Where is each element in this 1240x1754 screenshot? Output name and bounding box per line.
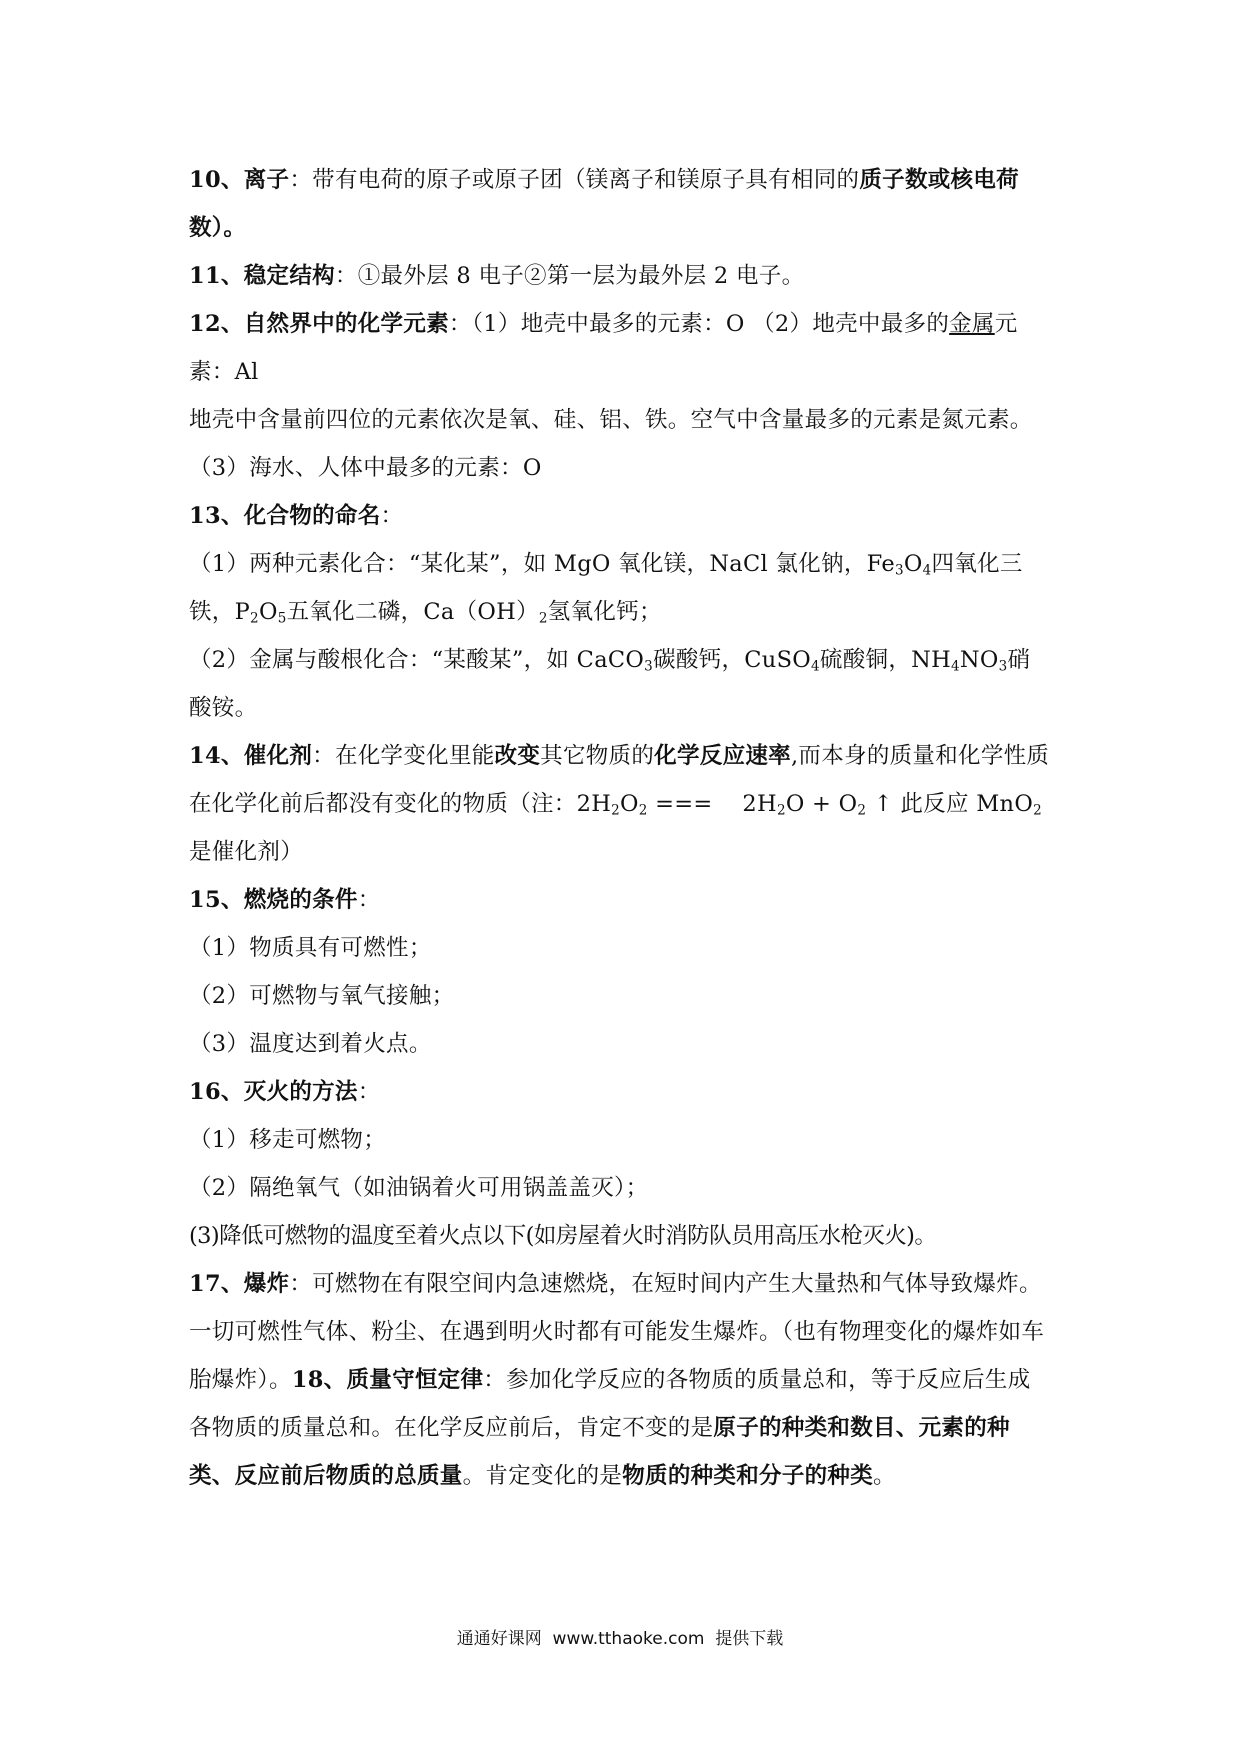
subscript: 3 bbox=[644, 658, 654, 675]
list-item: （1）移走可燃物； bbox=[189, 1127, 387, 1153]
subscript: 2 bbox=[638, 802, 648, 819]
section-number: 16、 bbox=[189, 1079, 244, 1105]
section-term: 灭火的方法 bbox=[243, 1079, 358, 1105]
section-bold-text: 原子的种类和数目、元素的种类、反应前后物质的总质量 bbox=[189, 1415, 1010, 1489]
section-number: 11、 bbox=[189, 263, 244, 289]
list-item: （2）可燃物与氧气接触； bbox=[189, 983, 455, 1009]
item-text: 四氧化三铁，P bbox=[189, 551, 1023, 625]
section-text: 其它物质的 bbox=[540, 743, 655, 769]
section-number: 18、 bbox=[291, 1367, 347, 1393]
subscript: 3 bbox=[894, 562, 904, 579]
section-number: 10、 bbox=[189, 167, 244, 193]
subscript: 4 bbox=[951, 658, 960, 675]
section-13-item-1 bbox=[189, 540, 1051, 636]
section-term: 燃烧的条件 bbox=[243, 887, 358, 913]
item-text: 硫酸铜，NH bbox=[819, 647, 952, 673]
item-text: （2）金属与酸根化合：“某酸某”，如 CaCO bbox=[189, 647, 645, 673]
item-text: NO bbox=[959, 647, 999, 673]
section-number: 14、 bbox=[189, 743, 244, 769]
section-13 bbox=[189, 492, 1051, 540]
subscript: 5 bbox=[277, 610, 287, 627]
section-colon: ： bbox=[357, 1079, 381, 1105]
item-text: 硝酸铵。 bbox=[189, 647, 1031, 721]
section-term: 离子 bbox=[243, 167, 290, 193]
subscript: 2 bbox=[776, 802, 786, 819]
section-15 bbox=[189, 876, 1051, 924]
section-text: === 2H bbox=[647, 791, 777, 817]
subscript: 4 bbox=[811, 658, 820, 675]
section-term: 爆炸 bbox=[243, 1271, 290, 1297]
section-10 bbox=[189, 156, 1051, 252]
section-number: 13、 bbox=[189, 503, 244, 529]
section-colon: ： bbox=[334, 263, 358, 289]
list-item: (3)降低可燃物的温度至着火点以下(如房屋着火时消防队员用高压水枪灭火)。 bbox=[189, 1223, 937, 1249]
section-text: O + O bbox=[785, 791, 858, 817]
section-text: 。 bbox=[873, 1463, 896, 1489]
section-colon: ： bbox=[448, 311, 472, 337]
item-text: O bbox=[258, 599, 278, 625]
section-colon: ： bbox=[357, 887, 381, 913]
subscript: 2 bbox=[611, 802, 621, 819]
section-bold-text: 化学反应速率 bbox=[654, 743, 791, 769]
section-number: 12、 bbox=[189, 311, 244, 337]
section-colon: ： bbox=[483, 1367, 507, 1393]
section-term: 自然界中的化学元素 bbox=[243, 311, 449, 337]
section-text: 元素：Al bbox=[189, 311, 1018, 385]
subscript: 3 bbox=[998, 658, 1008, 675]
item-text: 五氧化二磷，Ca（OH） bbox=[286, 599, 539, 625]
subscript: 4 bbox=[922, 562, 932, 579]
section-12-paragraph: 地壳中含量前四位的元素依次是氧、硅、铝、铁。空气中含量最多的元素是氮元素。（3）海水、人体中最多的元素：O bbox=[189, 407, 1033, 481]
subscript: 2 bbox=[857, 802, 867, 819]
list-item: （2）隔绝氧气（如油锅着火可用锅盖盖灭）； bbox=[189, 1175, 649, 1201]
item-text: O bbox=[903, 551, 923, 577]
section-term: 催化剂 bbox=[243, 743, 313, 769]
section-11 bbox=[189, 252, 1051, 300]
section-number: 15、 bbox=[189, 887, 244, 913]
section-text: ,而本身的质量和化学性质在化学化前后都没有变化的物质（注：2H bbox=[189, 743, 1050, 817]
section-text: ↑ 此反应 MnO bbox=[866, 791, 1034, 817]
section-text: 参加化学反应的各物质的质量总和，等于反应后生成各物质的质量总和。在化学反应前后，肯定不变的是 bbox=[189, 1367, 1031, 1441]
section-12 bbox=[189, 300, 1051, 396]
section-14 bbox=[189, 732, 1051, 876]
document-body bbox=[189, 156, 1051, 1500]
section-bold-text: 改变 bbox=[494, 743, 541, 769]
section-colon: ： bbox=[380, 503, 404, 529]
subscript: 2 bbox=[1033, 802, 1042, 819]
section-colon: ： bbox=[289, 1271, 313, 1297]
section-bold-text: 物质的种类和分子的种类 bbox=[622, 1463, 874, 1489]
section-number: 17、 bbox=[189, 1271, 244, 1297]
subscript: 2 bbox=[250, 610, 259, 627]
section-term: 质量守恒定律 bbox=[346, 1367, 484, 1393]
section-16 bbox=[189, 1068, 1051, 1116]
section-term: 稳定结构 bbox=[243, 263, 335, 289]
section-17-18 bbox=[189, 1260, 1051, 1500]
list-item: （3）温度达到着火点。 bbox=[189, 1031, 432, 1057]
section-13-item-2 bbox=[189, 636, 1051, 732]
section-text: 可燃物在有限空间内急速燃烧，在短时间内产生大量热和气体导致爆炸。一切可燃性气体、粉尘、在遇到明火时都有可能发生爆炸。（也有物理变化的爆炸如车胎爆炸）。 bbox=[189, 1271, 1045, 1393]
item-text: 氢氧化钙； bbox=[547, 599, 662, 625]
section-colon: ： bbox=[312, 743, 335, 769]
subscript: 2 bbox=[538, 610, 548, 627]
underlined-text: 金属 bbox=[949, 311, 995, 337]
section-text: O bbox=[620, 791, 639, 817]
section-bold-text: 质子数或核电荷数）。 bbox=[189, 167, 1019, 241]
section-term: 化合物的命名 bbox=[243, 503, 381, 529]
section-text: 带有电荷的原子或原子团（镁离子和镁原子具有相同的 bbox=[312, 167, 860, 193]
section-colon: ： bbox=[289, 167, 313, 193]
footer-text: 通通好课网 www.tthaoke.com 提供下载 bbox=[456, 1629, 784, 1649]
section-text: ①最外层 8 电子②第一层为最外层 2 电子。 bbox=[357, 263, 805, 289]
section-text: 在化学变化里能 bbox=[334, 743, 495, 769]
item-text: （1）两种元素化合：“某化某”，如 MgO 氧化镁，NaCl 氯化钠，Fe bbox=[189, 551, 895, 577]
section-text: 。肯定变化的是 bbox=[462, 1463, 623, 1489]
section-text: 是催化剂） bbox=[189, 839, 304, 865]
list-item: （1）物质具有可燃性； bbox=[189, 935, 432, 961]
section-text: （1）地壳中最多的元素：O （2）地壳中最多的 bbox=[471, 311, 950, 337]
item-text: 碳酸钙，CuSO bbox=[653, 647, 812, 673]
